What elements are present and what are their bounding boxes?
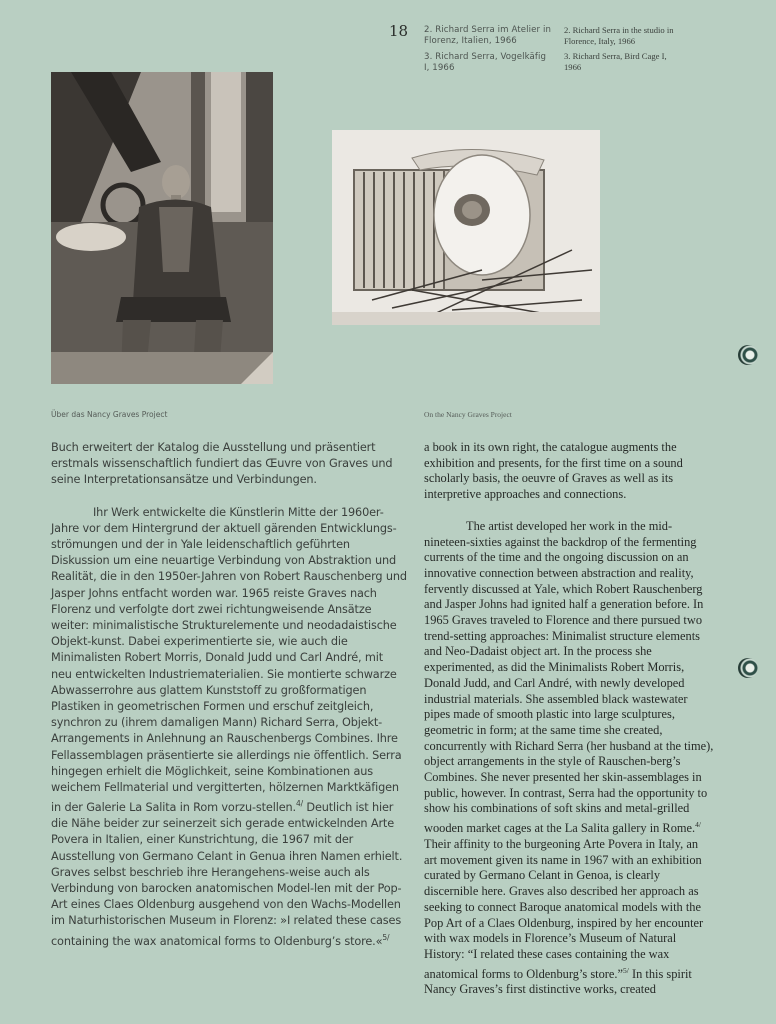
- paragraph-de-2: [51, 505, 407, 950]
- paragraph-en-2-text: The artist developed her work in the mid-nineteen-sixties against the backdrop of the fermenting currents of the time and the ongoing discussion on an innovative connection between abstraction and reality, fervently discussed at Yale, which Robert Rauschenberg and Jasper Johns had ignited half a generation before. In 1965 Graves traveled to Florence and there pursued two trend-setting approaches: Minimalist structure elements and Neo-Dadaist object art. In the process she experimented, as did the Minimalists Robert Morris, Donald Judd, and Carl André, with newly developed industrial materials. She assembled black wastewater pipes made of smooth plastic into large sculptures, geometric in form; at the same time she created, concurrently with Richard Serra (her husband at the time), object arrangements in the style of Rauschen-berg’s Combines. She never presented her skin-assemblages in public, however. In contrast, Serra had the opportunity to show his combinations of soft skins and metal-grilled wooden market cages at the La Salita gallery in Rome.: [424, 518, 714, 836]
- caption-en-3: 3. Richard Serra, Bird Cage I, 1966: [564, 51, 667, 72]
- footnote-ref-5: 5/: [623, 965, 629, 975]
- figure-captions-german: [424, 25, 554, 79]
- caption-en-2: 2. Richard Serra in the studio in Florence, Italy, 1966: [564, 25, 674, 46]
- paragraph-en-1: a book in its own right, the catalogue augments the exhibition and presents, for the first time on a sound scholarly basis, the oeuvre of Graves as well as its interpretive approaches and connections.: [424, 440, 683, 502]
- paragraph-en-2-text-cont: Their affinity to the burgeoning Arte Povera in Italy, an art movement given its name in 1967 with an exhibition curated by Germano Celant in Genoa, is clearly discernible here. Graves also described her approach as seeking to connect Baroque anatomical models with the Pop Art of a Claes Oldenburg, inspired by her encounter with wax models in Florence’s Museum of Natural History: “I related these cases containing the wax anatomical forms to Oldenburg’s store.”: [424, 837, 704, 981]
- paragraph-en-2-text-end: In this spirit Nancy Graves’s first distinctive works, created: [424, 966, 692, 997]
- running-head-english: On the Nancy Graves Project: [424, 410, 512, 419]
- caption-de-2: 2. Richard Serra im Atelier in Florenz, Italien, 1966: [424, 25, 551, 46]
- paragraph-en-2: [424, 519, 714, 998]
- photo-bird-cage-i: [332, 130, 600, 325]
- body-column-german: [51, 440, 407, 950]
- figure-captions-english: [564, 25, 674, 77]
- bird-cage-photo-illustration: [332, 130, 600, 325]
- footnote-ref-5: 5/: [382, 932, 390, 942]
- body-column-english: [424, 440, 714, 998]
- caption-de-3: 3. Richard Serra, Vogelkäfig I, 1966: [424, 52, 547, 73]
- paragraph-de-2-text-cont: Deutlich ist hier die Nähe beider zur seinerzeit sich gerade entwickelnden Arte Povera in Italien, einer Kunstrichtung, die 1967 mit der Ausstellung von Germano Celant in Genua ihren Namen erhielt. Graves selbst beschrieb ihre Herangehens-weise auch als Verbindung von barocken anatomischen Model-len mit der Pop-Art eines Claes Oldenburg ausgehend von den Wachs-Modellen im Naturhistorischen Museum in Florenz: »I related these cases containing the wax anatomical forms to Oldenburg’s store.«: [51, 801, 403, 948]
- paragraph-de-1: Buch erweitert der Katalog die Ausstellung und präsentiert erstmals wissenschaftlich fundiert das Œuvre von Graves und seine Interpretationsansätze und Verbindungen.: [51, 441, 393, 487]
- footnote-ref-4: 4/: [695, 820, 701, 830]
- thumb-index-tab-icon: [738, 658, 758, 678]
- running-head-german: Über das Nancy Graves Project: [51, 410, 168, 419]
- paragraph-de-2-text: Ihr Werk entwickelte die Künstlerin Mitte der 1960er-Jahre vor dem Hintergrund der aktuell gärenden Entwicklungs-strömungen und der in Yale leidenschaftlich geführten Diskussion um eine neuartige Verbindung von Abstraktion und Realität, die in den 1950er-Jahren von Robert Rauschenberg und Jasper Johns entfacht worden war. 1965 reiste Graves nach Florenz und verfolgte dort zwei richtungweisende Ansätze weiter: minimalistische Strukturelemente und neodadaistische Objekt-kunst. Dabei experimentierte sie, wie auch die Minimalisten Robert Morris, Donald Judd und Carl André, mit neu entwickelten Industriematerialien. Sie montierte schwarze Abwasserrohre aus glattem Kunststoff zu großformatigen Plastiken in geometrischen Formen und erschuf zeitgleich, synchron zu (ihrem damaligen Mann) Richard Serra, Objekt-Arrangements in Anlehnung an Rauschenbergs Combines. Ihre Fellassemblagen präsentierte sie allerdings nie öffentlich. Serra hingegen erhielt die Möglichkeit, seine Kombinationen aus weichem Fellmaterial und vergitterten, hölzernen Marktkäfigen in der Galerie La Salita in Rom vorzu-stellen.: [51, 505, 407, 815]
- page-number: 18: [389, 22, 409, 40]
- studio-photo-illustration: [51, 72, 273, 384]
- thumb-index-tab-icon: [738, 345, 758, 365]
- photo-serra-in-studio: [51, 72, 273, 384]
- footnote-ref-4: 4/: [295, 799, 303, 809]
